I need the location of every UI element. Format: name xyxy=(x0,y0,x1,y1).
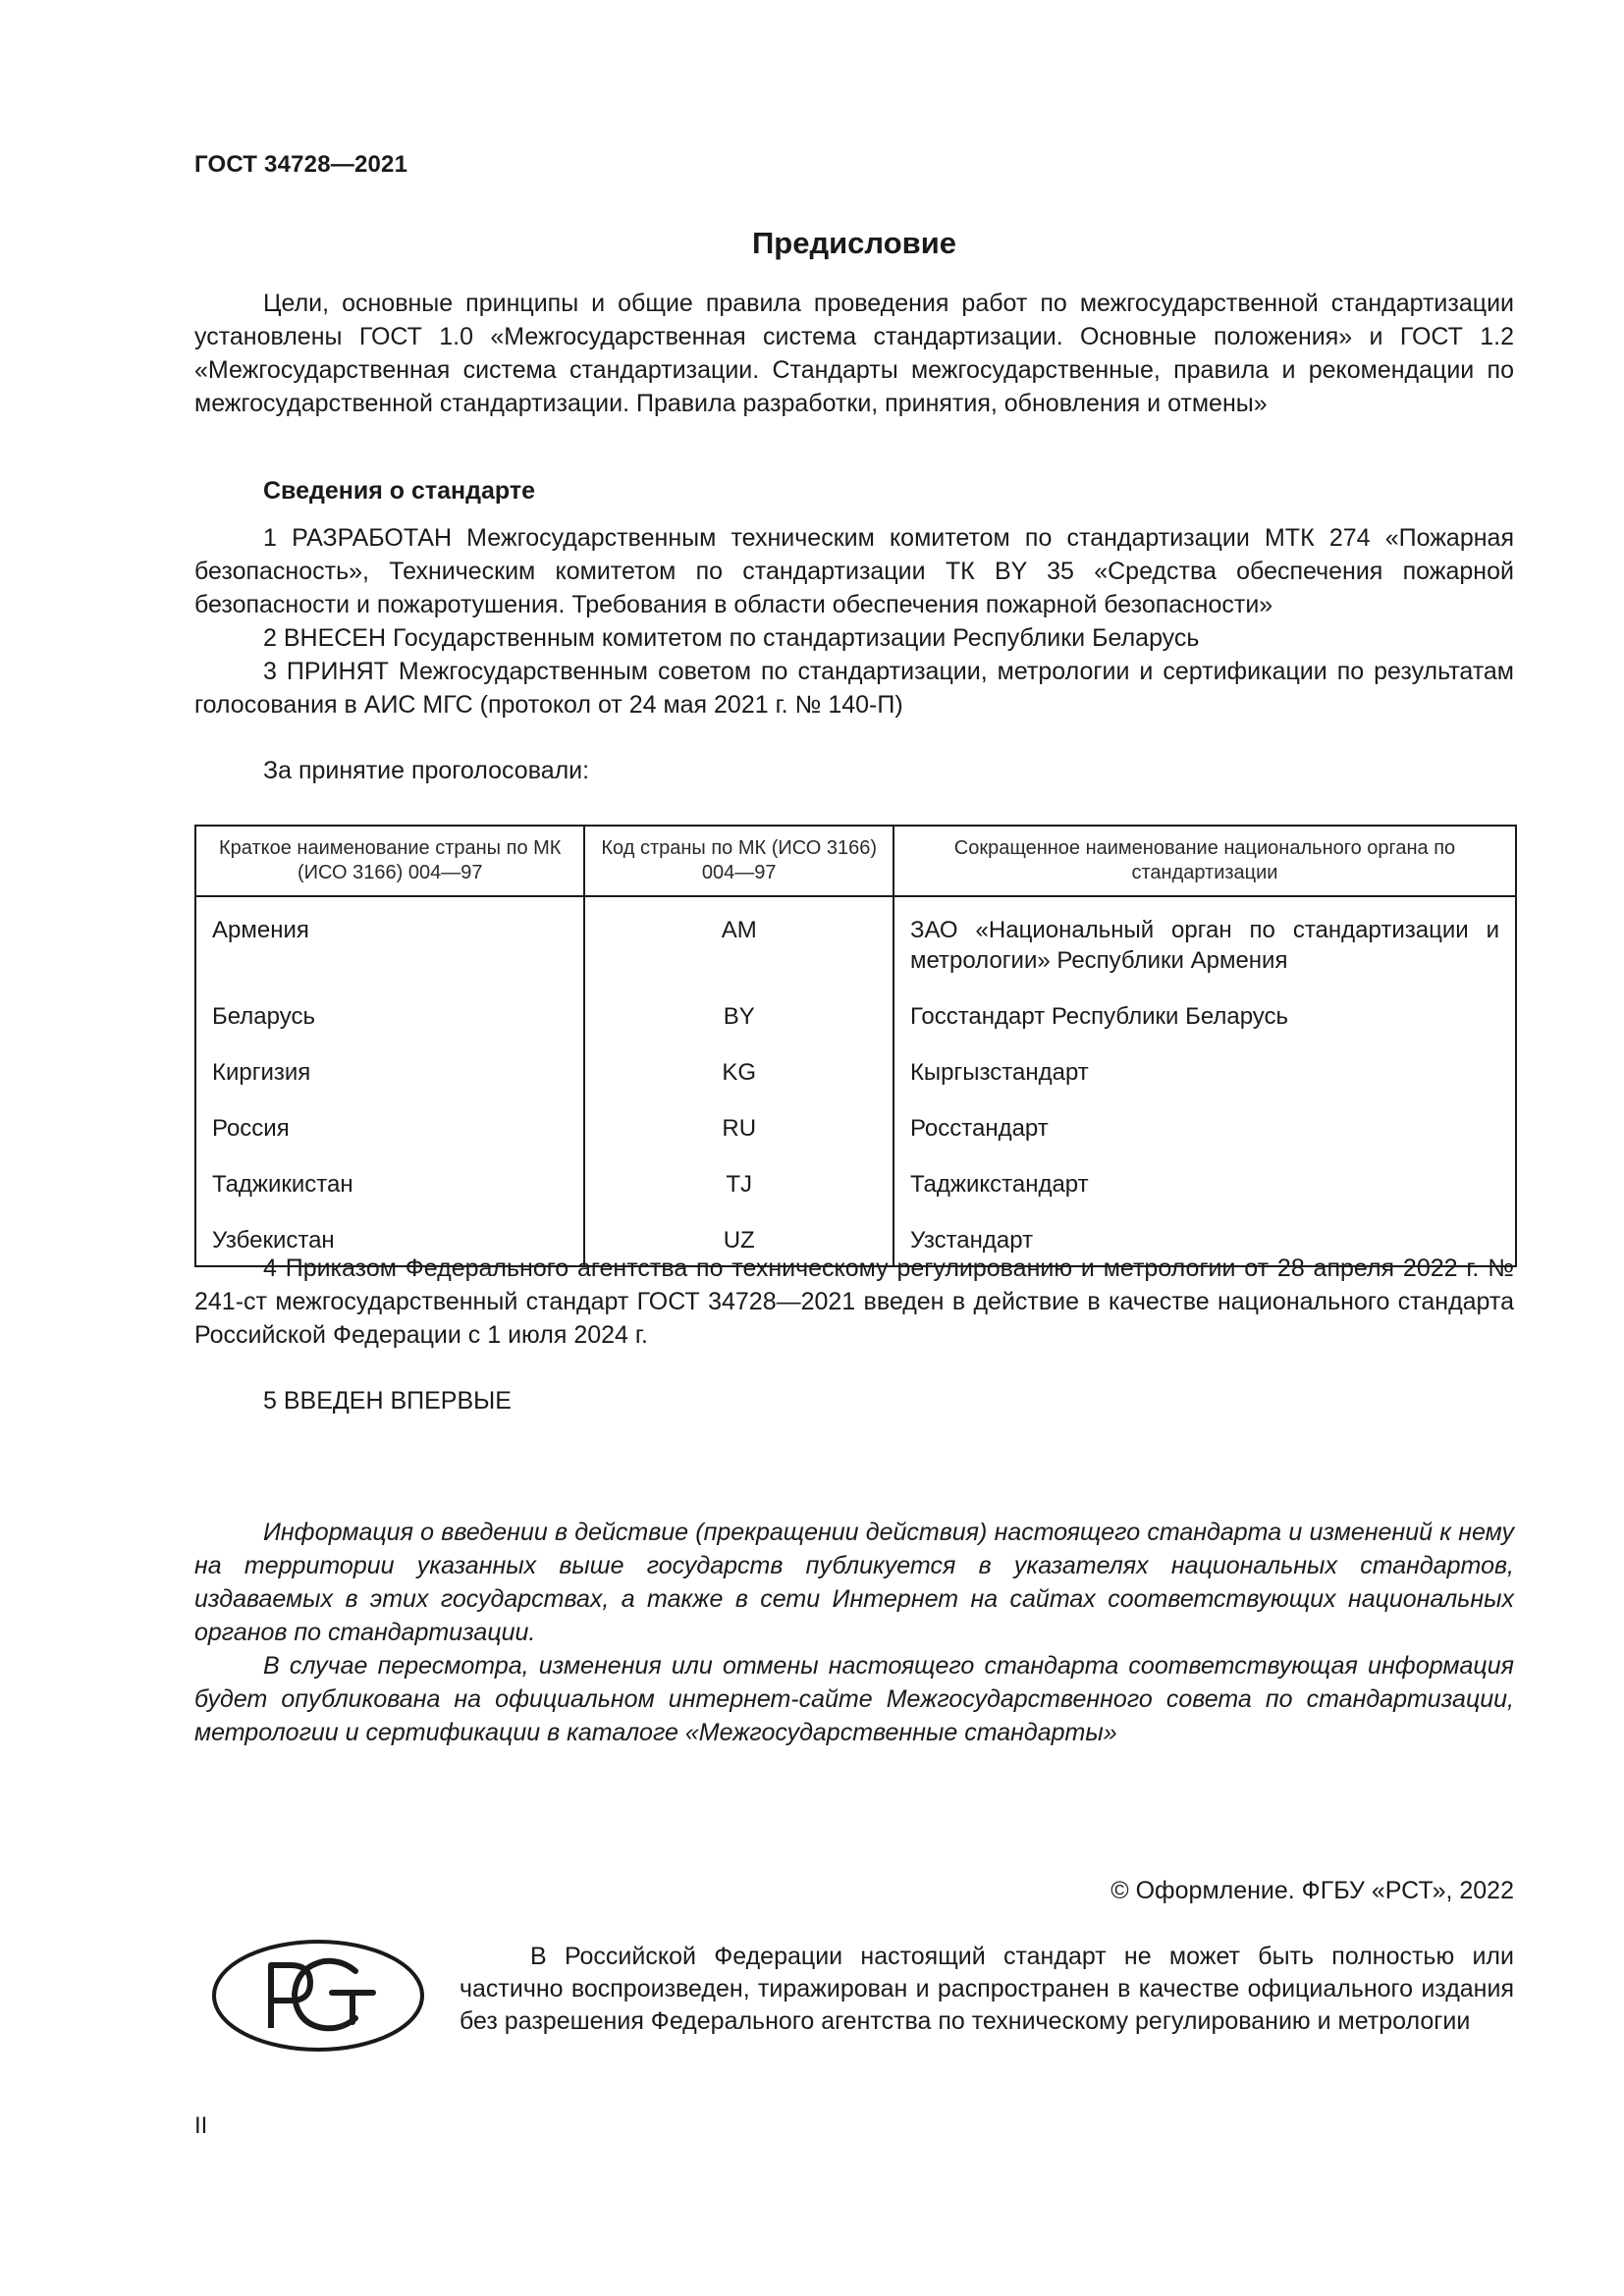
info-item-1: 1 РАЗРАБОТАН Межгосударственным техническим комитетом по стандартизации МТК 274 «Пожарная безопасность», Техническим комитетом по стандартизации ТК BY 35 «Средства обеспечения пожарной безопасности и пожаротушения. Требования в области обеспечения пожарной безопасности» xyxy=(194,524,1514,618)
table-cell-code: RU xyxy=(584,1106,893,1162)
table-header-code: Код страны по МК (ИСО 3166) 004—97 xyxy=(584,826,893,896)
note-paragraph-2: В случае пересмотра, изменения или отмены настоящего стандарта соответствующая информация будет опубликована на официальном интернет-сайте Межгосударственного совета по стандартизации, метрологии и сертификации в каталоге «Межгосударственные стандарты» xyxy=(194,1652,1514,1746)
votes-table xyxy=(194,825,1517,1267)
info-item-5: 5 ВВЕДЕН ВПЕРВЫЕ xyxy=(263,1387,512,1415)
info-item-3: 3 ПРИНЯТ Межгосударственным советом по стандартизации, метрологии и сертификации по результатам голосования в АИС МГС (протокол от 24 мая 2021 г. № 140-П) xyxy=(194,658,1514,719)
table-cell-org: Госстандарт Республики Беларусь xyxy=(893,994,1516,1050)
table-row xyxy=(195,1162,1516,1218)
table-cell-org: ЗАО «Национальный орган по стандартизации и метрологии» Республики Армения xyxy=(893,896,1516,994)
table-cell-org: Росстандарт xyxy=(893,1106,1516,1162)
table-row xyxy=(195,896,1516,994)
table-row xyxy=(195,1106,1516,1162)
table-row xyxy=(195,994,1516,1050)
info-item-2: 2 ВНЕСЕН Государственным комитетом по стандартизации Республики Беларусь xyxy=(263,624,1200,652)
table-cell-country: Армения xyxy=(195,896,584,994)
copyright-notice: В Российской Федерации настоящий стандарт не может быть полностью или частично воспроизведен, тиражирован и распространен в качестве официального издания без разрешения Федерального агентства по техническому регулированию и метрологии xyxy=(460,1943,1514,2035)
table-cell-code: BY xyxy=(584,994,893,1050)
table-row xyxy=(195,1050,1516,1106)
table-cell-code: UZ xyxy=(584,1218,893,1266)
note-paragraph-1: Информация о введении в действие (прекращении действия) настоящего стандарта и изменений к нему на территории указанных выше государств публикуется в указателях национальных стандартов, издаваемых в этих государствах, а также в сети Интернет на сайтах соответствующих национальных органов по стандартизации. xyxy=(194,1519,1514,1646)
table-cell-org: Таджикстандарт xyxy=(893,1162,1516,1218)
intro-paragraph: Цели, основные принципы и общие правила проведения работ по межгосударственной стандартизации установлены ГОСТ 1.0 «Межгосударственная система стандартизации. Основные положения» и ГОСТ 1.2 «Межгосударственная система стандартизации. Стандарты межгосударственные, правила и рекомендации по межгосударственной стандартизации. Правила разработки, принятия, обновления и отмены» xyxy=(194,290,1514,417)
votes-intro: За принятие проголосовали: xyxy=(263,757,590,784)
table-cell-code: KG xyxy=(584,1050,893,1106)
table-cell-country: Таджикистан xyxy=(195,1162,584,1218)
document-code: ГОСТ 34728—2021 xyxy=(194,151,408,178)
table-cell-code: TJ xyxy=(584,1162,893,1218)
table-header-org: Сокращенное наименование национального органа по стандартизации xyxy=(893,826,1516,896)
page-title: Предисловие xyxy=(751,226,956,260)
table-cell-org: Кыргызстандарт xyxy=(893,1050,1516,1106)
copyright-line: © Оформление. ФГБУ «РСТ», 2022 xyxy=(1110,1877,1514,1904)
table-cell-country: Киргизия xyxy=(195,1050,584,1106)
table-header-country: Краткое наименование страны по МК (ИСО 3166) 004—97 xyxy=(195,826,584,896)
info-item-4: 4 Приказом Федерального агентства по техническому регулированию и метрологии от 28 апреля 2022 г. № 241-ст межгосударственный стандарт ГОСТ 34728—2021 введен в действие в качестве национального стандарта Российской Федерации с 1 июля 2024 г. xyxy=(194,1255,1514,1349)
rst-logo-icon xyxy=(210,1938,426,2054)
page-number: II xyxy=(194,2112,208,2139)
table-cell-country: Беларусь xyxy=(195,994,584,1050)
table-cell-country: Россия xyxy=(195,1106,584,1162)
table-header-row xyxy=(195,826,1516,896)
table-cell-country: Узбекистан xyxy=(195,1218,584,1266)
info-heading: Сведения о стандарте xyxy=(263,477,536,505)
table-cell-org: Узстандарт xyxy=(893,1218,1516,1266)
table-cell-code: AM xyxy=(584,896,893,994)
